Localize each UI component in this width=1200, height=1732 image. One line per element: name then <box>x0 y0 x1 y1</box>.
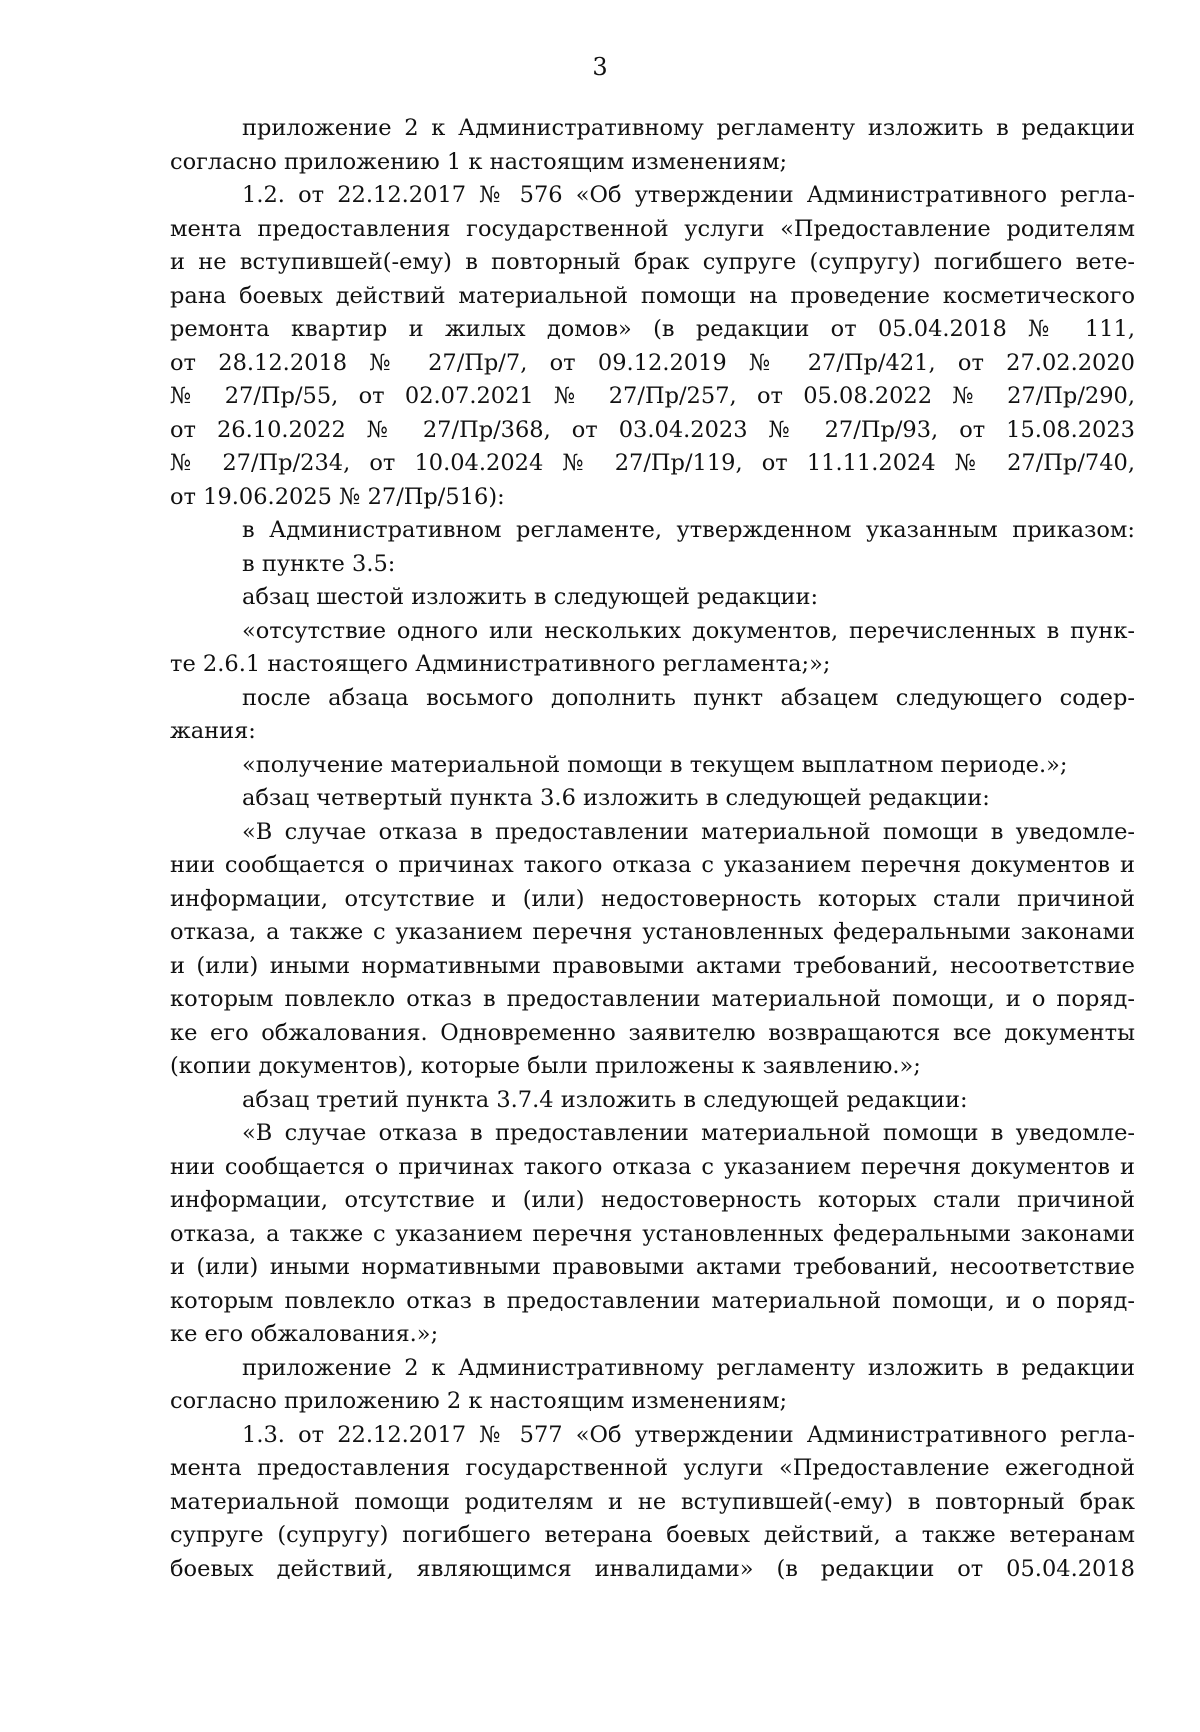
text-line: нии сообщается о причинах такого отказа с указанием перечня документов и <box>170 1153 1135 1180</box>
text-line: от 26.10.2022 № 27/Пр/368, от 03.04.2023 № 27/Пр/93, от 15.08.2023 <box>170 416 1135 443</box>
text-line: и не вступившей(-ему) в повторный брак супруге (супругу) погибшего вете- <box>170 249 1135 275</box>
text-line: в пункте 3.5: <box>242 550 396 577</box>
text-line: мента предоставления государственной услуги «Предоставление ежегодной <box>170 1455 1135 1481</box>
text-line: которым повлекло отказ в предоставлении материальной помощи, и о поряд- <box>170 986 1135 1012</box>
document-body <box>170 112 1135 1586</box>
text-line: приложение 2 к Административному регламенту изложить в редакции <box>242 1354 1135 1381</box>
text-line: жания: <box>170 718 256 744</box>
text-line: от 19.06.2025 № 27/Пр/516): <box>170 483 505 510</box>
text-line: и (или) иными нормативными правовыми актами требований, несоответствие <box>170 952 1135 979</box>
text-line: информации, отсутствие и (или) недостоверность которых стали причиной <box>170 885 1135 912</box>
text-line: которым повлекло отказ в предоставлении материальной помощи, и о поряд- <box>170 1287 1135 1314</box>
text-line: после абзаца восьмого дополнить пункт абзацем следующего содер- <box>242 684 1135 711</box>
text-line: те 2.6.1 настоящего Административного регламента;»; <box>170 651 831 677</box>
text-line: № 27/Пр/55, от 02.07.2021 № 27/Пр/257, от 05.08.2022 № 27/Пр/290, <box>170 383 1135 409</box>
text-line: отказа, а также с указанием перечня установленных федеральными законами <box>170 1220 1135 1247</box>
text-line: от 28.12.2018 № 27/Пр/7, от 09.12.2019 № 27/Пр/421, от 27.02.2020 <box>170 349 1135 376</box>
text-line: абзац третий пункта 3.7.4 изложить в следующей редакции: <box>242 1086 968 1113</box>
text-line: ремонта квартир и жилых домов» (в редакции от 05.04.2018 № 111, <box>170 316 1135 342</box>
text-line: абзац четвертый пункта 3.6 изложить в следующей редакции: <box>242 785 990 811</box>
text-line: отказа, а также с указанием перечня установленных федеральными законами <box>170 919 1135 945</box>
text-line: ке его обжалования.»; <box>170 1321 439 1347</box>
text-line: (копии документов), которые были приложены к заявлению.»; <box>170 1053 921 1079</box>
text-line: информации, отсутствие и (или) недостоверность которых стали причиной <box>170 1187 1135 1213</box>
text-line: ке его обжалования. Одновременно заявителю возвращаются все документы <box>170 1019 1135 1046</box>
text-line: № 27/Пр/234, от 10.04.2024 № 27/Пр/119, от 11.11.2024 № 27/Пр/740, <box>170 450 1135 476</box>
text-line: «отсутствие одного или нескольких документов, перечисленных в пунк- <box>242 617 1135 644</box>
text-line: 1.3. от 22.12.2017 № 577 «Об утверждении Административного регла- <box>242 1421 1135 1448</box>
text-line: нии сообщается о причинах такого отказа с указанием перечня документов и <box>170 852 1135 878</box>
text-line: «В случае отказа в предоставлении материальной помощи в уведомле- <box>242 1120 1135 1146</box>
text-line: «В случае отказа в предоставлении материальной помощи в уведомле- <box>242 818 1135 845</box>
page-number: 3 <box>592 53 608 81</box>
text-line: мента предоставления государственной услуги «Предоставление родителям <box>170 215 1135 242</box>
text-line: приложение 2 к Административному регламенту изложить в редакции <box>242 115 1135 141</box>
text-line: боевых действий, являющимся инвалидами» (в редакции от 05.04.2018 <box>170 1555 1135 1582</box>
text-line: 1.2. от 22.12.2017 № 576 «Об утверждении Административного регла- <box>242 182 1135 208</box>
text-line: и (или) иными нормативными правовыми актами требований, несоответствие <box>170 1254 1135 1280</box>
text-line: «получение материальной помощи в текущем выплатном периоде.»; <box>242 751 1068 778</box>
text-line: рана боевых действий материальной помощи на проведение косметического <box>170 282 1135 309</box>
text-line: в Административном регламенте, утвержденном указанным приказом: <box>242 517 1135 543</box>
text-line: согласно приложению 1 к настоящим изменениям; <box>170 148 788 175</box>
text-line: материальной помощи родителям и не вступившей(-ему) в повторный брак <box>170 1488 1135 1515</box>
text-line: супруге (супругу) погибшего ветерана боевых действий, а также ветеранам <box>170 1522 1135 1548</box>
text-line: согласно приложению 2 к настоящим изменениям; <box>170 1388 788 1414</box>
text-line: абзац шестой изложить в следующей редакции: <box>242 584 819 610</box>
